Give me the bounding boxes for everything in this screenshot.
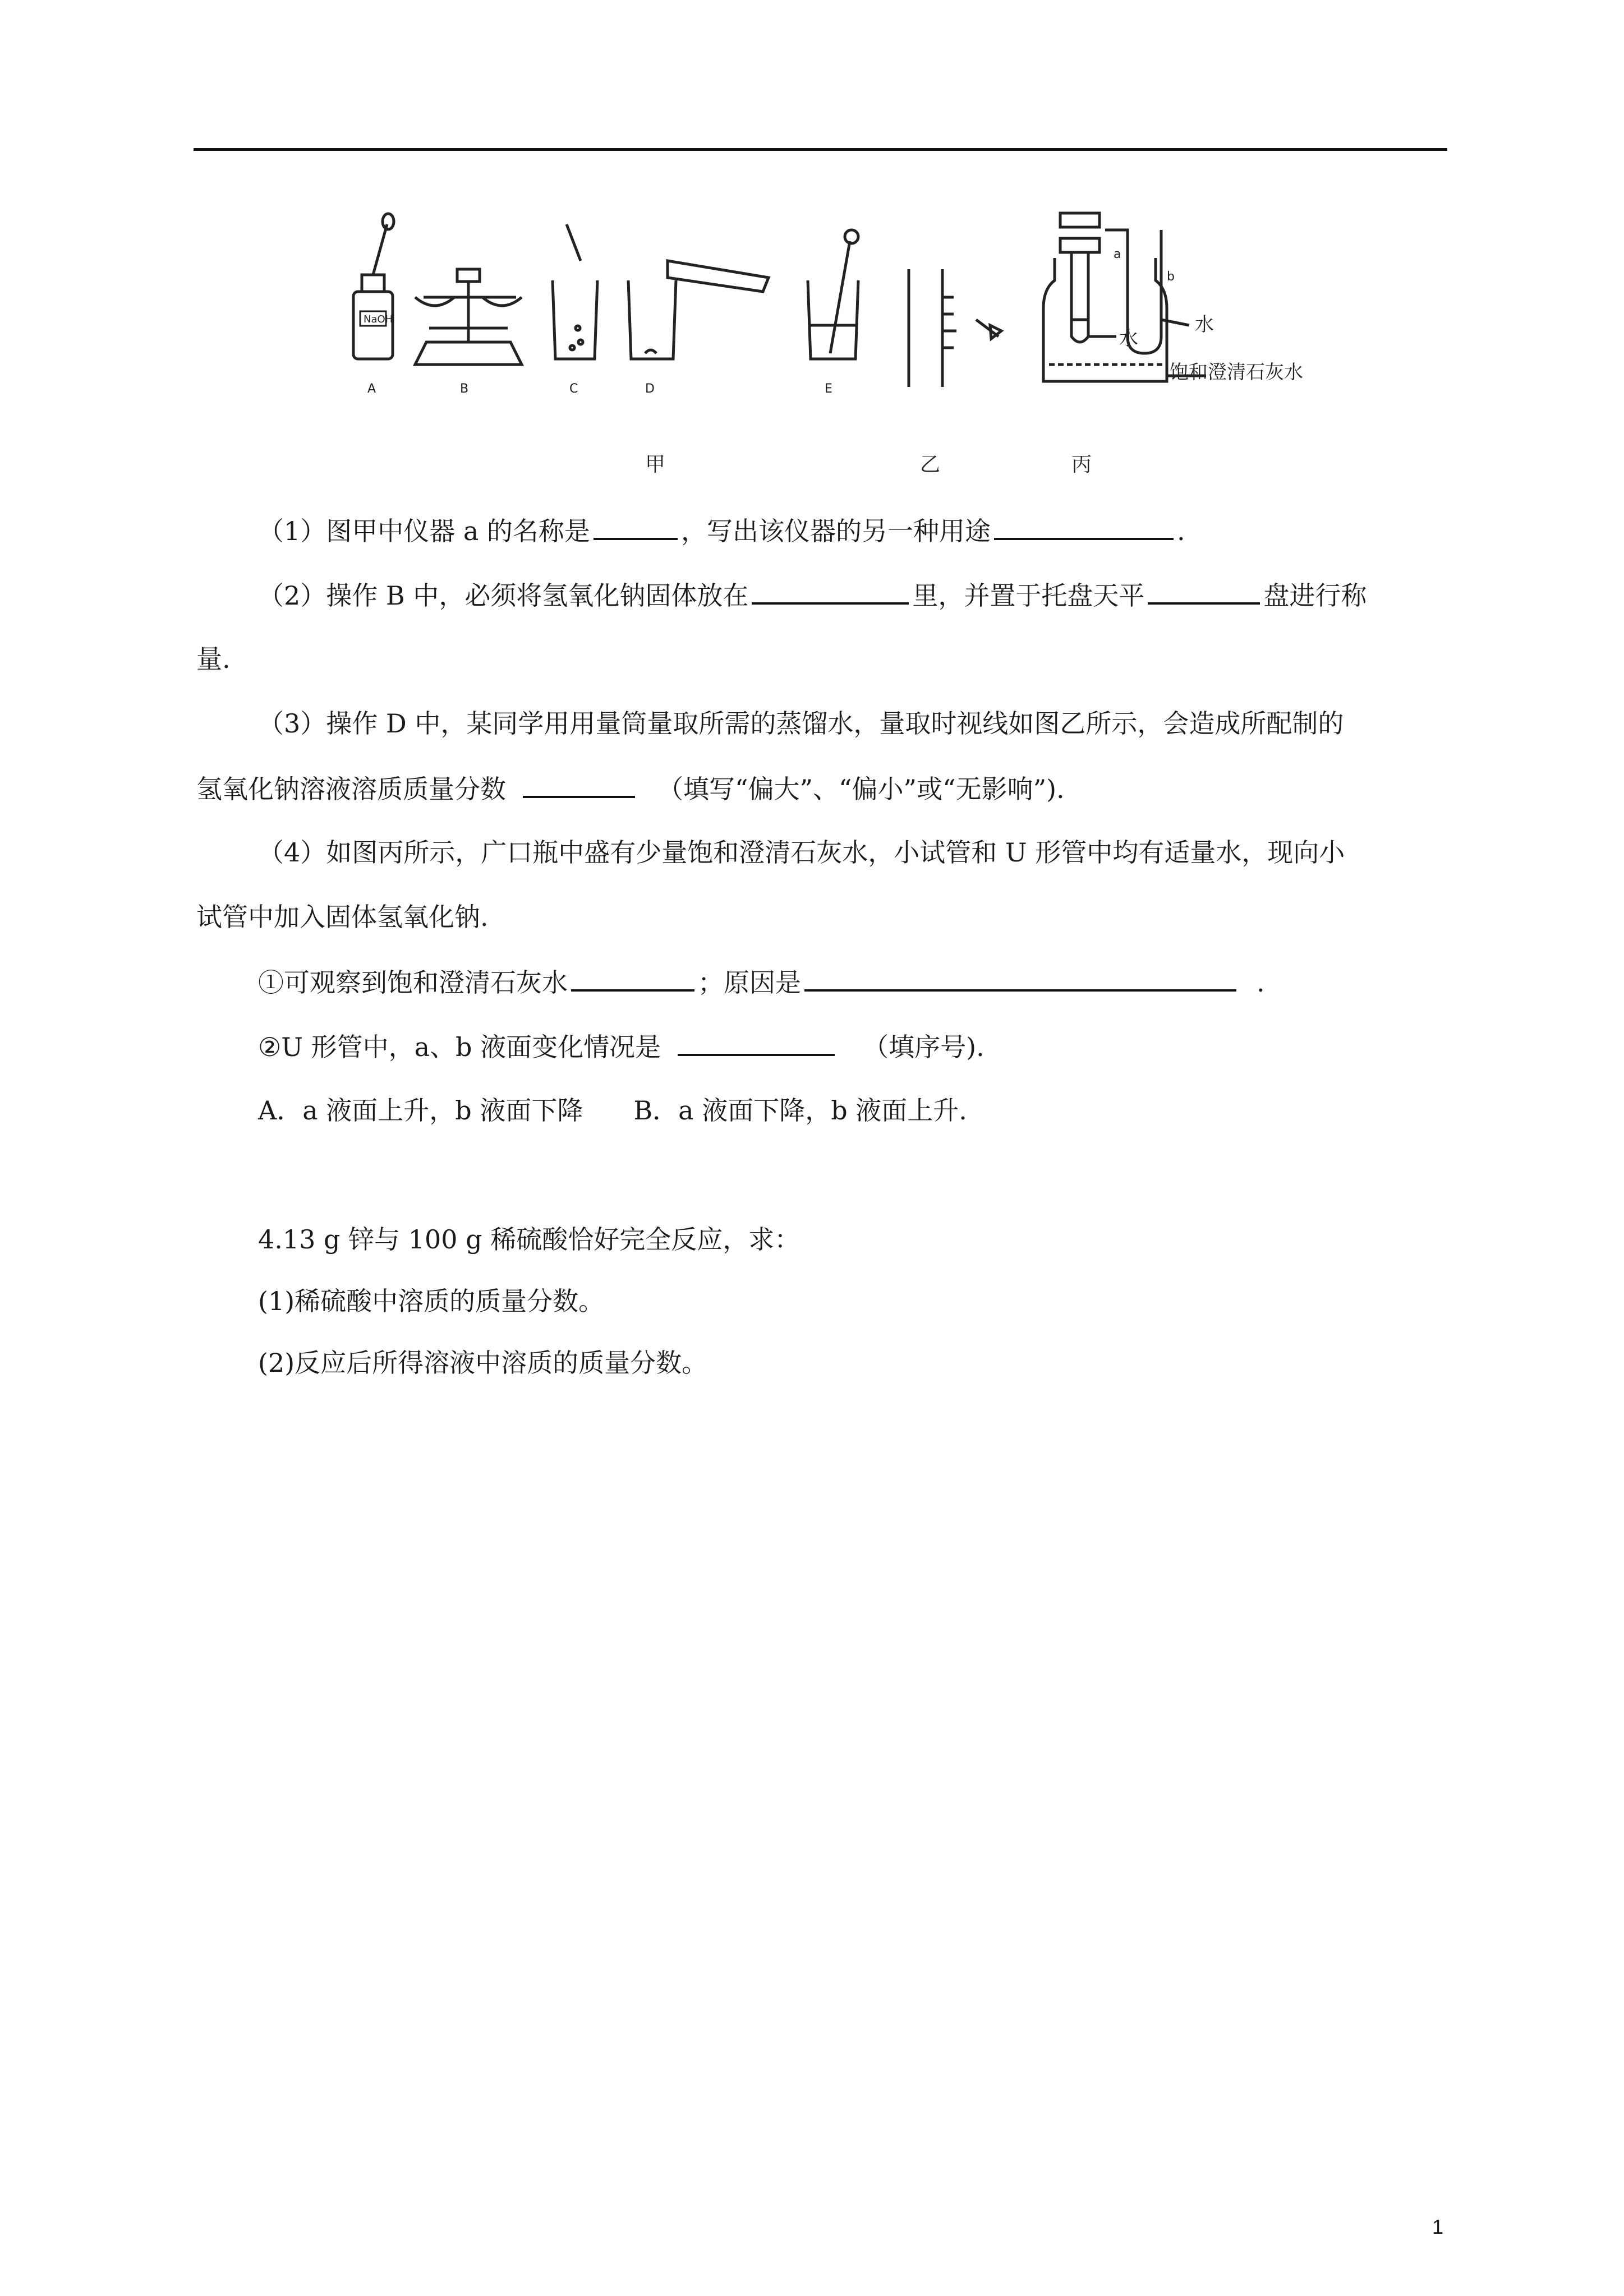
- q3-part2: （2）操作 B 中，必须将氢氧化钠固体放在 里，并置于托盘天平 盘进行称: [258, 578, 1367, 612]
- q3-part2-cont: 量.: [196, 644, 231, 674]
- step-label: B: [460, 382, 469, 396]
- label-b: b: [1167, 270, 1175, 284]
- answer-blank[interactable]: [523, 771, 635, 798]
- wide-mouth-bottle-icon: [1043, 213, 1206, 381]
- answer-blank[interactable]: [594, 513, 678, 540]
- answer-blank[interactable]: [1148, 578, 1260, 605]
- q3-options: [258, 1094, 967, 1127]
- answer-blank[interactable]: [571, 965, 694, 992]
- step-label: A: [367, 382, 376, 396]
- header-rule: [194, 148, 1447, 151]
- answer-blank[interactable]: [804, 965, 1236, 992]
- q3-sub2: ②U 形管中，a、b 液面变化情况是 （填序号).: [258, 1029, 984, 1064]
- q3-part3-cont: 氢氧化钠溶液溶质质量分数 （填写“偏大”、“偏小”或“无影响”).: [196, 771, 1065, 806]
- answer-blank[interactable]: [994, 513, 1174, 540]
- answer-blank[interactable]: [678, 1029, 835, 1056]
- beaker-e-icon: [808, 230, 858, 359]
- q4-sub1: (1)稀硫酸中溶质的质量分数。: [258, 1286, 605, 1316]
- beaker-c-icon: [553, 224, 597, 359]
- caption-jia: 甲: [645, 453, 666, 476]
- water-label: 水: [1119, 328, 1138, 350]
- step-label: C: [569, 382, 578, 396]
- caption-yi: 乙: [920, 453, 941, 476]
- q3-part4-cont: 试管中加入固体氢氧化钠.: [196, 902, 489, 932]
- answer-blank[interactable]: [752, 578, 909, 605]
- naoh-label: NaOH: [364, 313, 393, 325]
- water-label: 水: [1195, 313, 1214, 336]
- page-number: 1: [1432, 2215, 1443, 2238]
- q3-part3: （3）操作 D 中，某同学用用量筒量取所需的蒸馏水，量取时视线如图乙所示，会造成所配制的: [258, 708, 1344, 739]
- experiment-figure: [331, 208, 1313, 494]
- q3-part4: （4）如图丙所示，广口瓶中盛有少量饱和澄清石灰水，小试管和 U 形管中均有适量水，现向小: [258, 837, 1345, 868]
- step-label: E: [825, 382, 832, 396]
- reagent-bottle-icon: [353, 214, 394, 359]
- q3-sub1: ①可观察到饱和澄清石灰水 ；原因是 .: [258, 965, 1265, 999]
- q3-part1: （1）图甲中仪器 a 的名称是 ，写出该仪器的另一种用途 .: [258, 513, 1185, 548]
- step-label: D: [645, 382, 655, 396]
- limewater-label: 饱和澄清石灰水: [1170, 361, 1303, 384]
- cylinder-reading-icon: [909, 269, 1001, 387]
- q4-stem: 4.13 g 锌与 100 g 稀硫酸恰好完全反应，求：: [258, 1224, 801, 1255]
- beaker-d-icon: [628, 261, 769, 359]
- option-a: A．a 液面上升，b 液面下降: [258, 1095, 583, 1126]
- caption-bing: 丙: [1071, 453, 1092, 476]
- option-b: B．a 液面下降，b 液面上升.: [633, 1095, 967, 1126]
- balance-icon: [415, 269, 522, 365]
- q4-sub2: (2)反应后所得溶液中溶质的质量分数。: [258, 1348, 708, 1378]
- apparatus-diagram: [331, 208, 1313, 494]
- label-a: a: [1114, 247, 1121, 261]
